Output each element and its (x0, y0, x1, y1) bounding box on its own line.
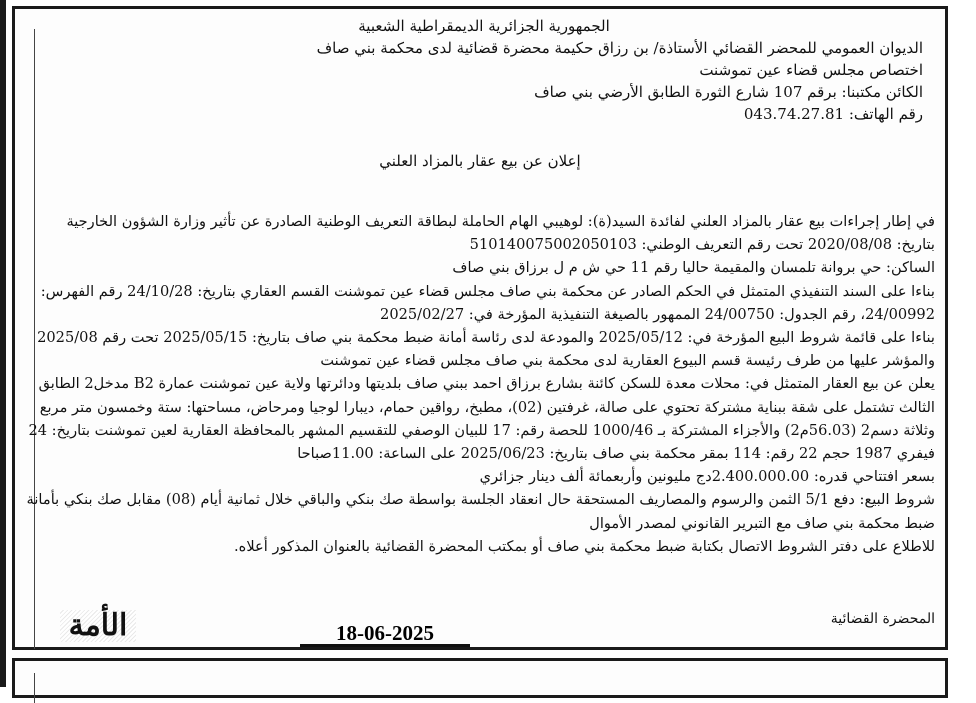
paragraph-opening-price: بسعر افتتاحي قدره: 2.400.000.00دج مليونين وأربعمائة ألف دينار جزائري (479, 468, 935, 486)
page-edge-rule (0, 0, 6, 687)
notice-body (25, 210, 935, 558)
paragraph-property-description: يعلن عن بيع العقار المتمثل في: محلات معدة للسكن كائنة بشارع برزاق احمد ببني صاف بلديتها ودائرتها ولاية عين تموشنت عمارة B2 مدخل2 الطابق الثالث تشتمل على شقة ببناية مشتركة تحتوي على صالة، غرفتين (02)، مطبخ، رواقين حمام، ديبارا لوجيا ومرحاض، مساحتها: ستة وخمسون متر مربع وثلاثة دسم2 (56.03م2) والأجزاء المشتركة بـ 1000/46 للحصة رقم: 17 للبيان الوصفي للتقسيم المشهر بالمحافظة العقارية لعين تموشنت بتاريخ: 24 فيفري 1987 حجم 22 رقم: 114 بمقر محكمة بني صاف بتاريخ: 2025/06/23 على الساعة: 11.00صباحا (28, 375, 935, 463)
address-line: الكائن مكتبنا: برقم 107 شارع الثورة الطابق الأرضي بني صاف (534, 83, 923, 101)
jurisdiction-line: اختصاص مجلس قضاء عين تموشنت (699, 61, 923, 79)
paragraph-sale-terms: شروط البيع: دفع 5/1 الثمن والرسوم والمصاريف المستحقة حال انعقاد الجلسة بواسطة صك بنكي والباقي خلال ثمانية أيام (08) مقابل صك بنكي بأمانة ضبط محكمة بني صاف مع التبرير القانوني لمصدر الأموال (26, 491, 935, 532)
paragraph-sale-conditions-list: بناءا على قائمة شروط البيع المؤرخة في: 2025/05/12 والمودعة لدى رئاسة أمانة ضبط محكمة بني صاف بتاريخ: 2025/05/15 تحت رقم 2025/08 والمؤشر عليها من طرف رئيسة قسم البيوع العقارية لدى محكمة بني صاف مجلس قضاء عين تموشنت (37, 329, 935, 370)
phone-line: رقم الهاتف: 043.74.27.81 (743, 105, 923, 123)
paragraph-residence: الساكن: حي بروانة تلمسان والمقيمة حاليا رقم 11 حي ش م ل برزاق بني صاف (452, 259, 935, 277)
paragraph-contact: للاطلاع على دفتر الشروط الاتصال بكتابة ضبط محكمة بني صاف أو بمكتب المحضرة القضائية بالعنوان المذكور أعلاه. (234, 537, 935, 555)
announcement-title: إعلان عن بيع عقار بالمزاد العلني (379, 152, 581, 170)
paragraph-auction-beneficiary: في إطار إجراءات بيع عقار بالمزاد العلني لفائدة السيد(ة): لوهيبي الهام الحاملة لبطاقة التعريف الوطنية الصادرة عن تأثير وزارة الشؤون الخارجية بتاريخ: 2020/08/08 تحت رقم التعريف الوطني: 510140075002050103 (66, 213, 935, 254)
notice-header (165, 15, 923, 125)
legal-notice-frame (12, 6, 948, 650)
republic-line: الجمهورية الجزائرية الديمقراطية الشعبية (358, 17, 610, 35)
newspaper-logo: الأمة (60, 610, 136, 642)
paragraph-enforcement-title: بناءا على السند التنفيذي المتمثل في الحكم الصادر عن محكمة بني صاف مجلس قضاء عين تموشنت القسم العقاري بتاريخ: 24/10/28 رقم الفهرس: 24/00992، رقم الجدول: 24/00750 الممهور بالصيغة التنفيذية المؤرخة في: 2025/02/27 (40, 282, 935, 323)
next-notice-frame (12, 658, 948, 698)
next-inner-rule (34, 673, 35, 703)
office-line: الديوان العمومي للمحضر القضائي الأستاذة/ بن رزاق حكيمة محضرة قضائية لدى محكمة بني صاف (316, 39, 923, 57)
bailiff-signature: المحضرة القضائية (830, 611, 935, 627)
publication-date: 18-06-2025 (300, 622, 470, 647)
